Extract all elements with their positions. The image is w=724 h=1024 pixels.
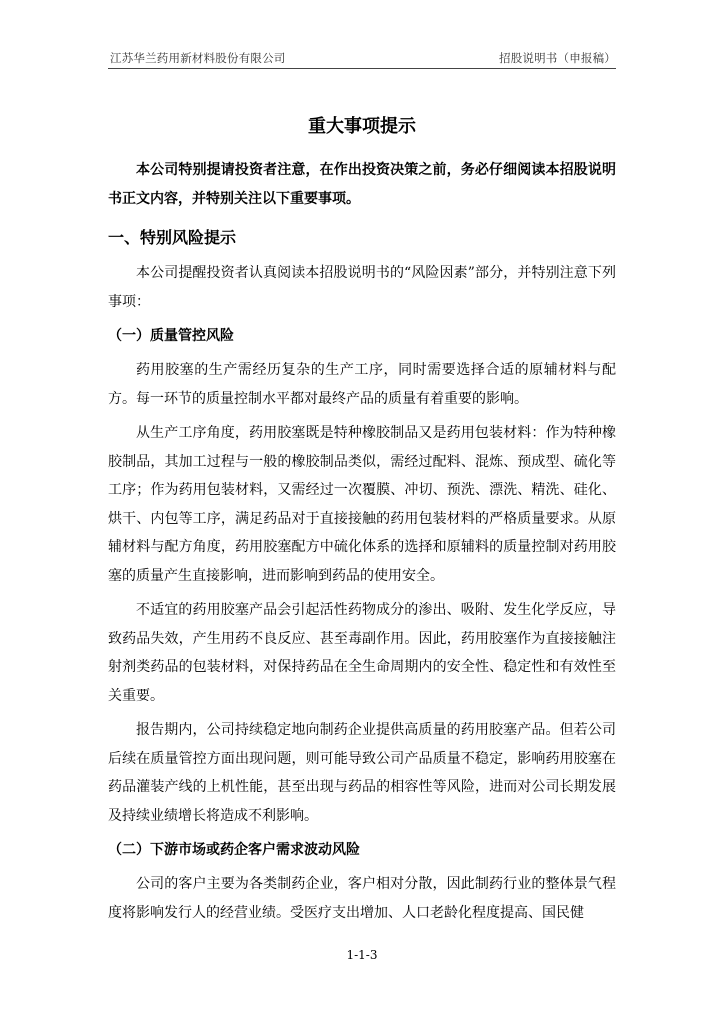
demand-risk-paragraph-1: 公司的客户主要为各类制药企业，客户相对分散，因此制药行业的整体景气程度将影响发行人的经营业绩。受医疗支出增加、人口老龄化程度提高、国民健 — [108, 876, 616, 921]
quality-risk-paragraph-3: 不适宜的药用胶塞产品会引起活性药物成分的渗出、吸附、发生化学反应，导致药品失效，产生用药不良反应、甚至毒副作用。因此，药用胶塞作为直接接触注射剂类药品的包装材料，对保持药品在全生命周期内的安全性、稳定性和有效性至关重要。 — [108, 602, 616, 704]
page-number: 1-1-3 — [346, 948, 378, 962]
section-intro-paragraph: 本公司提醒投资者认真阅读本招股说明书的“风险因素”部分，并特别注意下列事项： — [108, 265, 616, 310]
document-body — [108, 156, 616, 927]
quality-risk-paragraph-2: 从生产工序角度，药用胶塞既是特种橡胶制品又是药用包装材料：作为特种橡胶制品，其加工过程与一般的橡胶制品类似，需经过配料、混炼、预成型、硫化等工序；作为药用包装材料，又需经过一次覆膜、冲切、预洗、漂洗、精洗、硅化、烘干、内包等工序，满足药品对于直接接触的药用包装材料的严格质量要求。从原辅材料与配方角度，药用胶塞配方中硫化体系的选择和原辅料的质量控制对药用胶塞的质量产生直接影响，进而影响到药品的使用安全。 — [108, 425, 616, 584]
header-divider — [108, 68, 616, 69]
header-document-type: 招股说明书（申报稿） — [499, 51, 616, 65]
section-heading-special-risk: 一、特别风险提示 — [108, 228, 237, 247]
quality-risk-paragraph-4: 报告期内，公司持续稳定地向制药企业提供高质量的药用胶塞产品。但若公司后续在质量管控方面出现问题，则可能导致公司产品质量不稳定，影响药用胶塞在药品灌装产线的上机性能，甚至出现与药品的相容性等风险，进而对公司长期发展及持续业绩增长将造成不利影响。 — [108, 722, 616, 824]
page-title: 重大事项提示 — [308, 116, 416, 137]
intro-paragraph: 本公司特别提请投资者注意，在作出投资决策之前，务必仔细阅读本招股说明书正文内容，并特别关注以下重要事项。 — [108, 162, 616, 207]
subsection-heading-quality-risk: （一）质量管控风险 — [108, 328, 234, 344]
header-company-name: 江苏华兰药用新材料股份有限公司 — [110, 51, 286, 65]
quality-risk-paragraph-1: 药用胶塞的生产需经历复杂的生产工序，同时需要选择合适的原辅材料与配方。每一环节的质量控制水平都对最终产品的质量有着重要的影响。 — [108, 362, 616, 407]
subsection-heading-demand-risk: （二）下游市场或药企客户需求波动风险 — [108, 842, 360, 858]
